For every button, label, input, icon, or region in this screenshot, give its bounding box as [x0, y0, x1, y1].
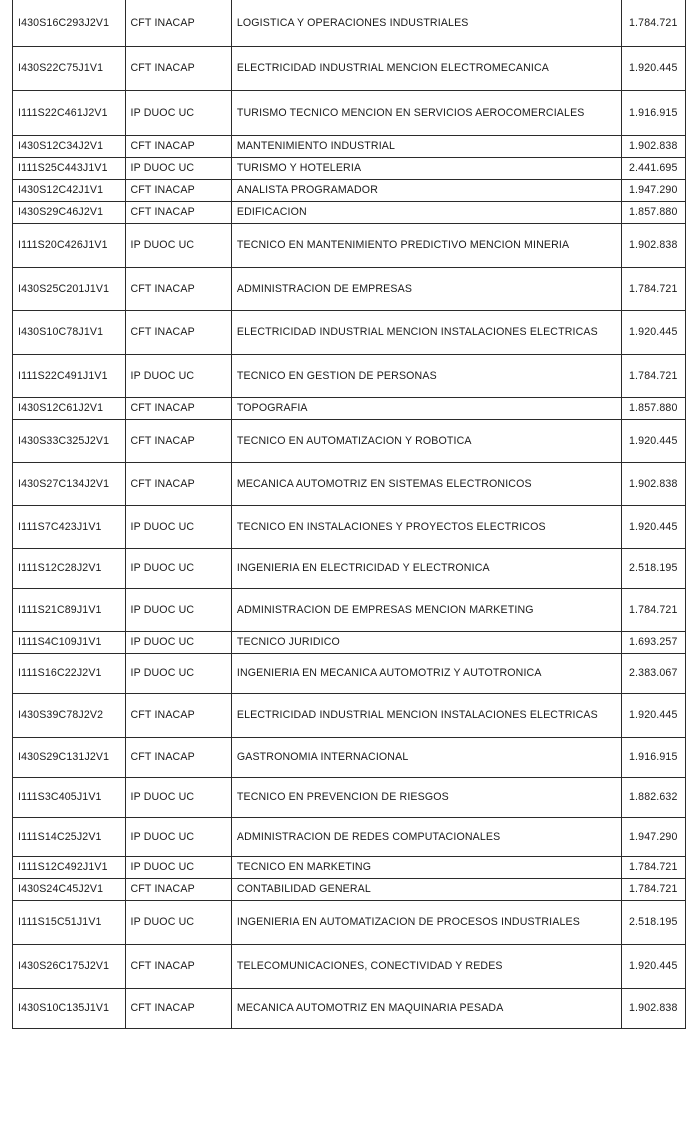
- cell-code: I111S14C25J2V1: [13, 817, 126, 856]
- cell-amount: 1.902.838: [621, 462, 685, 505]
- cell-code: I430S12C42J1V1: [13, 179, 126, 201]
- table-row: [13, 179, 686, 201]
- cell-amount: 1.857.880: [621, 397, 685, 419]
- cell-amount: 1.784.721: [621, 856, 685, 878]
- cell-career: ADMINISTRACION DE REDES COMPUTACIONALES: [231, 817, 621, 856]
- cell-code: I111S12C28J2V1: [13, 548, 126, 588]
- cell-institution: IP DUOC UC: [125, 653, 231, 693]
- table-row: [13, 354, 686, 397]
- cell-amount: 1.920.445: [621, 310, 685, 354]
- cell-institution: IP DUOC UC: [125, 223, 231, 267]
- cell-career: INGENIERIA EN ELECTRICIDAD Y ELECTRONICA: [231, 548, 621, 588]
- cell-amount: 1.916.915: [621, 90, 685, 135]
- cell-amount: 1.902.838: [621, 135, 685, 157]
- cell-institution: IP DUOC UC: [125, 817, 231, 856]
- cell-institution: IP DUOC UC: [125, 354, 231, 397]
- cell-institution: IP DUOC UC: [125, 856, 231, 878]
- table-row: [13, 90, 686, 135]
- cell-amount: 1.947.290: [621, 817, 685, 856]
- cell-institution: CFT INACAP: [125, 944, 231, 988]
- cell-code: I430S12C61J2V1: [13, 397, 126, 419]
- cell-institution: CFT INACAP: [125, 693, 231, 737]
- cell-amount: 1.920.445: [621, 505, 685, 548]
- cell-code: I430S12C34J2V1: [13, 135, 126, 157]
- cell-amount: 1.784.721: [621, 0, 685, 46]
- cell-code: I111S3C405J1V1: [13, 777, 126, 817]
- cell-code: I430S22C75J1V1: [13, 46, 126, 90]
- cell-amount: 2.441.695: [621, 157, 685, 179]
- cell-code: I111S22C461J2V1: [13, 90, 126, 135]
- table-row: [13, 631, 686, 653]
- cell-code: I430S10C135J1V1: [13, 988, 126, 1028]
- cell-institution: CFT INACAP: [125, 397, 231, 419]
- table-row: [13, 46, 686, 90]
- cell-code: I111S22C491J1V1: [13, 354, 126, 397]
- cell-institution: CFT INACAP: [125, 267, 231, 310]
- table-row: [13, 817, 686, 856]
- table-row: [13, 653, 686, 693]
- table-row: [13, 397, 686, 419]
- table-row: [13, 201, 686, 223]
- cell-amount: 1.920.445: [621, 693, 685, 737]
- cell-career: TECNICO JURIDICO: [231, 631, 621, 653]
- cell-career: MECANICA AUTOMOTRIZ EN MAQUINARIA PESADA: [231, 988, 621, 1028]
- cell-career: LOGISTICA Y OPERACIONES INDUSTRIALES: [231, 0, 621, 46]
- cell-amount: 1.784.721: [621, 354, 685, 397]
- table-row: [13, 737, 686, 777]
- cell-amount: 1.920.445: [621, 46, 685, 90]
- cell-amount: 1.882.632: [621, 777, 685, 817]
- cell-code: I111S16C22J2V1: [13, 653, 126, 693]
- cell-amount: 1.784.721: [621, 588, 685, 631]
- cell-code: I430S29C131J2V1: [13, 737, 126, 777]
- cell-institution: IP DUOC UC: [125, 777, 231, 817]
- table-row: [13, 693, 686, 737]
- table-row: [13, 548, 686, 588]
- cell-institution: IP DUOC UC: [125, 588, 231, 631]
- cell-amount: 1.784.721: [621, 267, 685, 310]
- cell-career: MANTENIMIENTO INDUSTRIAL: [231, 135, 621, 157]
- table-row: [13, 900, 686, 944]
- cell-career: TECNICO EN MANTENIMIENTO PREDICTIVO MENCION MINERIA: [231, 223, 621, 267]
- cell-code: I430S27C134J2V1: [13, 462, 126, 505]
- table-row: [13, 777, 686, 817]
- cell-institution: CFT INACAP: [125, 179, 231, 201]
- cell-career: TECNICO EN PREVENCION DE RIESGOS: [231, 777, 621, 817]
- cell-career: ANALISTA PROGRAMADOR: [231, 179, 621, 201]
- cell-career: GASTRONOMIA INTERNACIONAL: [231, 737, 621, 777]
- cell-career: TELECOMUNICACIONES, CONECTIVIDAD Y REDES: [231, 944, 621, 988]
- table-row: [13, 0, 686, 46]
- cell-code: I430S24C45J2V1: [13, 878, 126, 900]
- cell-institution: CFT INACAP: [125, 988, 231, 1028]
- cell-institution: CFT INACAP: [125, 462, 231, 505]
- cell-career: ELECTRICIDAD INDUSTRIAL MENCION ELECTROMECANICA: [231, 46, 621, 90]
- cell-code: I430S25C201J1V1: [13, 267, 126, 310]
- cell-amount: 1.784.721: [621, 878, 685, 900]
- table-row: [13, 878, 686, 900]
- cell-amount: 1.693.257: [621, 631, 685, 653]
- table-row: [13, 419, 686, 462]
- cell-amount: 1.902.838: [621, 988, 685, 1028]
- cell-code: I111S21C89J1V1: [13, 588, 126, 631]
- cell-career: ADMINISTRACION DE EMPRESAS MENCION MARKETING: [231, 588, 621, 631]
- cell-amount: 2.518.195: [621, 548, 685, 588]
- cell-institution: CFT INACAP: [125, 419, 231, 462]
- table-row: [13, 588, 686, 631]
- cell-career: INGENIERIA EN MECANICA AUTOMOTRIZ Y AUTOTRONICA: [231, 653, 621, 693]
- cell-code: I430S26C175J2V1: [13, 944, 126, 988]
- cell-career: EDIFICACION: [231, 201, 621, 223]
- cell-code: I111S12C492J1V1: [13, 856, 126, 878]
- cell-institution: CFT INACAP: [125, 46, 231, 90]
- cell-amount: 2.518.195: [621, 900, 685, 944]
- cell-code: I111S4C109J1V1: [13, 631, 126, 653]
- table-row: [13, 462, 686, 505]
- cell-code: I430S39C78J2V2: [13, 693, 126, 737]
- cell-career: TURISMO TECNICO MENCION EN SERVICIOS AEROCOMERCIALES: [231, 90, 621, 135]
- table-row: [13, 135, 686, 157]
- cell-amount: 1.857.880: [621, 201, 685, 223]
- cell-amount: 2.383.067: [621, 653, 685, 693]
- cell-career: INGENIERIA EN AUTOMATIZACION DE PROCESOS INDUSTRIALES: [231, 900, 621, 944]
- cell-institution: CFT INACAP: [125, 0, 231, 46]
- table-row: [13, 505, 686, 548]
- cell-institution: CFT INACAP: [125, 737, 231, 777]
- cell-institution: CFT INACAP: [125, 878, 231, 900]
- cell-institution: IP DUOC UC: [125, 548, 231, 588]
- cell-institution: CFT INACAP: [125, 310, 231, 354]
- cell-institution: IP DUOC UC: [125, 900, 231, 944]
- cell-institution: IP DUOC UC: [125, 631, 231, 653]
- cell-career: ADMINISTRACION DE EMPRESAS: [231, 267, 621, 310]
- cell-amount: 1.916.915: [621, 737, 685, 777]
- cell-institution: IP DUOC UC: [125, 505, 231, 548]
- cell-code: I111S7C423J1V1: [13, 505, 126, 548]
- cell-career: MECANICA AUTOMOTRIZ EN SISTEMAS ELECTRONICOS: [231, 462, 621, 505]
- cell-career: TECNICO EN MARKETING: [231, 856, 621, 878]
- cell-code: I430S33C325J2V1: [13, 419, 126, 462]
- cell-career: TECNICO EN INSTALACIONES Y PROYECTOS ELECTRICOS: [231, 505, 621, 548]
- cell-career: TECNICO EN AUTOMATIZACION Y ROBOTICA: [231, 419, 621, 462]
- cell-amount: 1.920.445: [621, 419, 685, 462]
- cell-career: ELECTRICIDAD INDUSTRIAL MENCION INSTALACIONES ELECTRICAS: [231, 310, 621, 354]
- cell-career: TECNICO EN GESTION DE PERSONAS: [231, 354, 621, 397]
- table-row: [13, 310, 686, 354]
- cell-institution: IP DUOC UC: [125, 90, 231, 135]
- careers-table-body: [13, 0, 686, 1028]
- cell-code: I430S29C46J2V1: [13, 201, 126, 223]
- table-row: [13, 988, 686, 1028]
- cell-code: I430S10C78J1V1: [13, 310, 126, 354]
- cell-code: I430S16C293J2V1: [13, 0, 126, 46]
- cell-career: TOPOGRAFIA: [231, 397, 621, 419]
- table-row: [13, 267, 686, 310]
- cell-institution: CFT INACAP: [125, 135, 231, 157]
- cell-code: I111S25C443J1V1: [13, 157, 126, 179]
- cell-amount: 1.902.838: [621, 223, 685, 267]
- cell-career: CONTABILIDAD GENERAL: [231, 878, 621, 900]
- careers-table: [12, 0, 686, 1029]
- cell-code: I111S20C426J1V1: [13, 223, 126, 267]
- document-page: [12, 0, 686, 1029]
- cell-institution: CFT INACAP: [125, 201, 231, 223]
- cell-career: TURISMO Y HOTELERIA: [231, 157, 621, 179]
- cell-amount: 1.947.290: [621, 179, 685, 201]
- cell-institution: IP DUOC UC: [125, 157, 231, 179]
- cell-code: I111S15C51J1V1: [13, 900, 126, 944]
- cell-amount: 1.920.445: [621, 944, 685, 988]
- table-row: [13, 944, 686, 988]
- cell-career: ELECTRICIDAD INDUSTRIAL MENCION INSTALACIONES ELECTRICAS: [231, 693, 621, 737]
- table-row: [13, 856, 686, 878]
- table-row: [13, 223, 686, 267]
- table-row: [13, 157, 686, 179]
